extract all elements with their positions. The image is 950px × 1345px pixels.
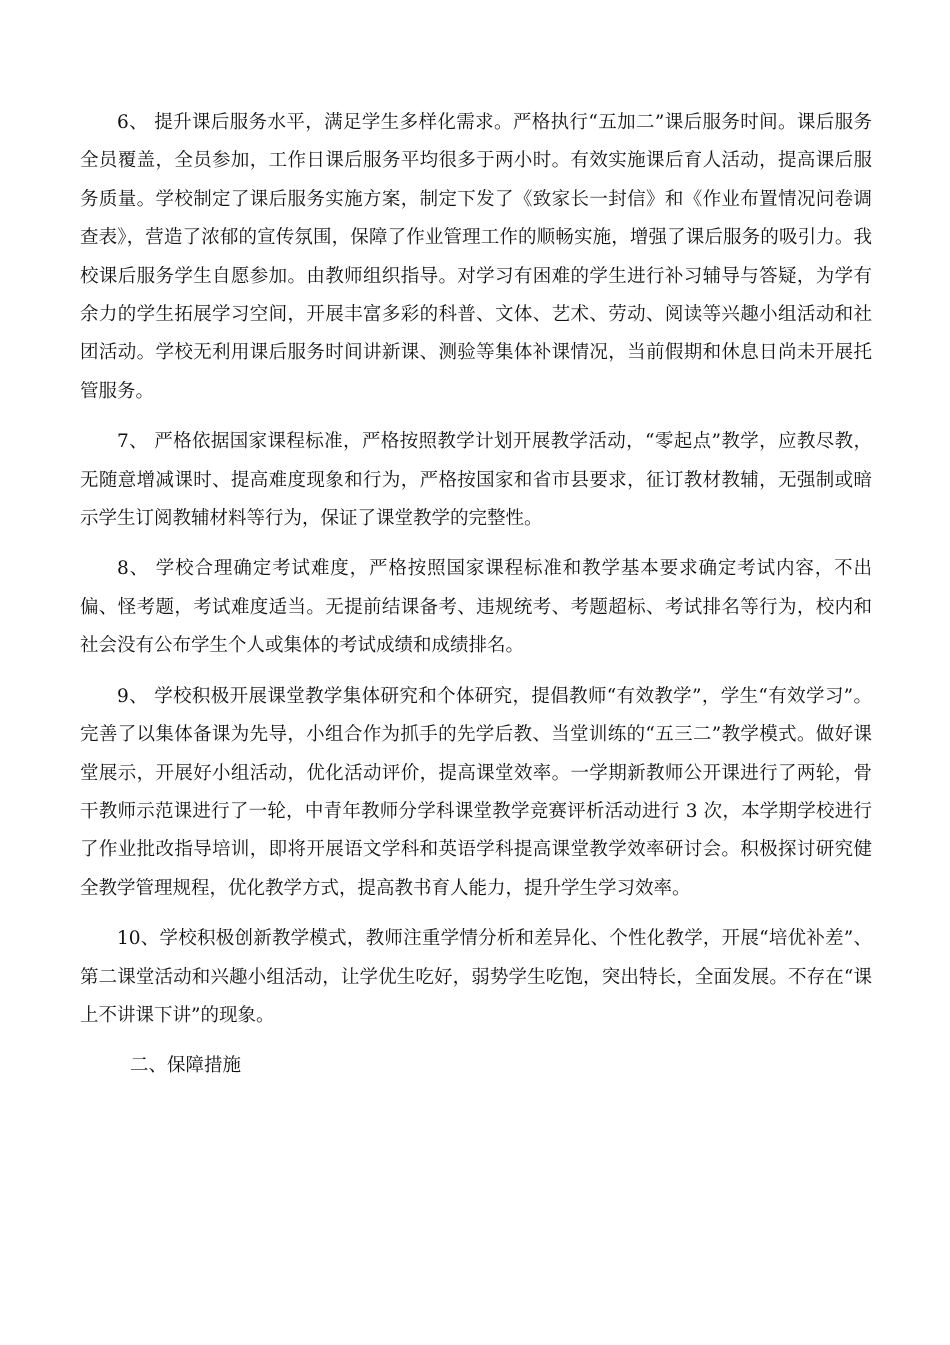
paragraph-7: 7、 严格依据国家课程标准，严格按照教学计划开展教学活动，“零起点”教学，应教尽教，无随意增减课时、提高难度现象和行为，严格按国家和省市县要求，征订教材教辅，无强制或暗示学生订阅教辅材料等行为，保证了课堂教学的完整性。 — [80, 431, 872, 530]
paragraph-10: 10、学校积极创新教学模式，教师注重学情分析和差异化、个性化教学，开展“培优补差”、第二课堂活动和兴趣小组活动，让学优生吃好，弱势学生吃饱，突出特长，全面发展。不存在“课上不讲课下讲”的现象。 — [80, 928, 872, 1026]
section-heading: 二、保障措施 — [130, 1055, 242, 1077]
paragraph-8: 8、 学校合理确定考试难度，严格按照国家课程标准和教学基本要求确定考试内容，不出偏、怪考题，考试难度适当。无提前结课备考、违规统考、考题超标、考试排名等行为，校内和社会没有公布学生个人或集体的考试成绩和成绩排名。 — [80, 558, 872, 657]
paragraph-9: 9、 学校积极开展课堂教学集体研究和个体研究，提倡教师“有效教学”，学生“有效学习”。完善了以集体备课为先导，小组合作为抓手的先学后教、当堂训练的“五三二”教学模式。做好课堂展示，开展好小组活动，优化活动评价，提高课堂效率。一学期新教师公开课进行了两轮，骨干教师示范课进行了一轮，中青年教师分学科课堂教学竞赛评析活动进行 3 次，本学期学校进行了作业批改指导培训，即将开展语文学科和英语学科提高课堂教学效率研讨会。积极探讨研究健全教学管理规程，优化教学方式，提高教书育人能力，提升学生学习效率。 — [80, 685, 872, 899]
document-page — [80, 104, 872, 1086]
paragraph-6: 6、 提升课后服务水平，满足学生多样化需求。严格执行“五加二”课后服务时间。课后服务全员覆盖，全员参加，工作日课后服务平均很多于两小时。有效实施课后育人活动，提高课后服务质量。学校制定了课后服务实施方案，制定下发了《致家长一封信》和《作业布置情况问卷调查表》，营造了浓郁的宣传氛围，保障了作业管理工作的顺畅实施，增强了课后服务的吸引力。我校课后服务学生自愿参加。由教师组织指导。对学习有困难的学生进行补习辅导与答疑，为学有余力的学生拓展学习空间，开展丰富多彩的科普、文体、艺术、劳动、阅读等兴趣小组活动和社团活动。学校无利用课后服务时间讲新课、测验等集体补课情况，当前假期和休息日尚未开展托管服务。 — [80, 112, 872, 402]
